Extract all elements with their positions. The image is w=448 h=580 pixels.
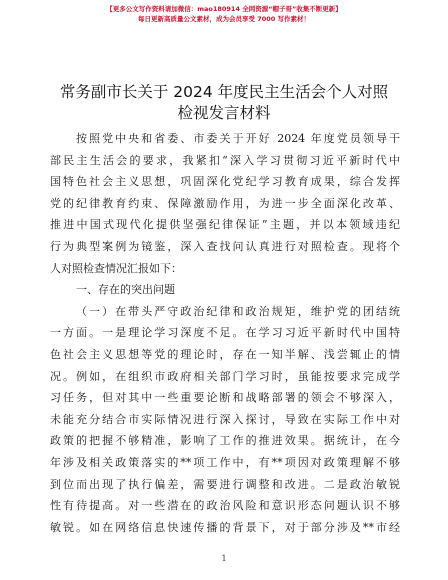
section-heading: 一、存在的突出问题 <box>76 283 175 297</box>
text-line: （一）在带头严守政治纪律和政治规矩，维护党的团结统 <box>76 304 400 318</box>
text-line: 行为典型案例为镜鉴，深入查找问认真进行对照检查。现将个 <box>50 239 400 253</box>
promo-banner-line-1: 【更多公文写作资料请加微信：mao180914 全网资源“帽子哥”收集不断更新】 <box>106 5 342 13</box>
text-line: 性有待提高。对一些潜在的政治风险和意识形态问题认识不够 <box>50 499 400 513</box>
text-line: 国特色社会主义思想，巩固深化党纪学习教育成果，综合发挥 <box>50 175 400 189</box>
document-title-line-1: 常务副市长关于 2024 年度民主生活会个人对照 <box>59 83 389 101</box>
text-line: 敏锐。如在网络信息快速传播的背景下，对于部分涉及**市经 <box>50 520 400 534</box>
text-line: 习任务，但对其中一些重要论断和战略部署的领会不够深入， <box>50 391 400 405</box>
text-line: 况。例如，在组织市政府相关部门学习时，虽能按要求完成学 <box>50 369 400 383</box>
promo-banner <box>0 4 448 24</box>
text-line: 党的纪律教育约束、保障激励作用，为进一步全面深化改革、 <box>50 196 400 210</box>
promo-banner-line-2: 每日更新高质量公文素材，成为会员享受 7000 写作素材！ <box>137 15 311 23</box>
text-line: 到位而出现了执行偏差，需要进行调整和改进。二是政治敏锐 <box>50 477 400 491</box>
paragraph-problems <box>50 301 400 539</box>
text-line: 部民主生活会的要求，我紧扣“深入学习贯彻习近平新时代中 <box>50 153 400 167</box>
page-number: 1 <box>221 554 227 563</box>
document-title <box>40 82 408 124</box>
text-line: 政策的把握不够精准，影响了工作的推进效果。据统计，在今 <box>50 434 400 448</box>
text-line: 推进中国式现代化提供坚强纪律保证”主题，并以本领域违纪 <box>50 218 400 232</box>
text-line: 一方面。一是理论学习深度不足。在学习习近平新时代中国特 <box>50 326 400 340</box>
paragraph-intro <box>50 128 400 279</box>
document-title-line-2: 检视发言材料 <box>177 104 271 122</box>
document-body <box>50 128 400 538</box>
text-line: 年涉及相关政策落实的**项工作中，有**项因对政策理解不够 <box>50 455 400 469</box>
text-line: 色社会主义思想等党的理论时，存在一知半解、浅尝辄止的情 <box>50 347 400 361</box>
text-line: 按照党中央和省委、市委关于开好 2024 年度党员领导干 <box>76 132 400 145</box>
text-line: 人对照检查情况汇报如下： <box>50 261 182 275</box>
text-line: 未能充分结合市实际情况进行深入探讨，导致在实际工作中对 <box>50 412 400 426</box>
